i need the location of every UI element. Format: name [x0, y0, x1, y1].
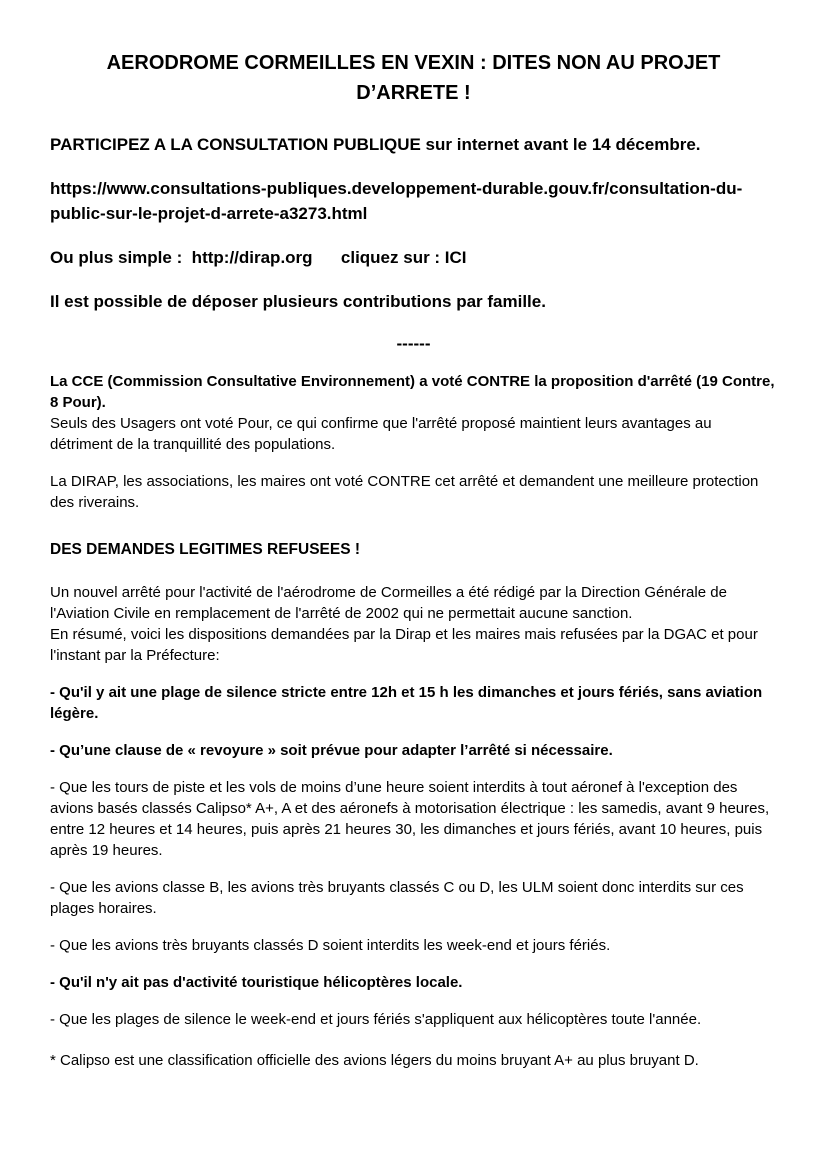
section-separator: ------ — [396, 334, 431, 353]
context-line-2: En résumé, voici les dispositions demandées par la Dirap et les maires mais refusées par la DGAC et pour l'instant par la Préfecture: — [50, 626, 758, 664]
demand-item-avions-classe-b: - Que les avions classe B, les avions très bruyants classés C ou D, les ULM soient donc interdits sur ces plages horaires. — [50, 879, 744, 917]
simple-alternative-url: Ou plus simple : http://dirap.org cliquez sur : ICI — [50, 248, 467, 267]
demand-item-silence-plage: - Qu'il y ait une plage de silence stricte entre 12h et 15 h les dimanches et jours fériés, sans aviation légère. — [50, 684, 763, 722]
cce-vote-statement: La CCE (Commission Consultative Environnement) a voté CONTRE la proposition d'arrêté (19 Contre, 8 Pour). — [50, 373, 775, 411]
context-block — [50, 582, 777, 666]
context-line-1: Un nouvel arrêté pour l'activité de l'aérodrome de Cormeilles a été rédigé par la Direction Générale de l'Aviation Civile en remplacement de l'arrêté de 2002 qui ne permettait aucune sanction. — [50, 584, 727, 622]
demand-item-tours-de-piste: - Que les tours de piste et les vols de moins d’une heure soient interdits à tout aéronef à l'exception des avions basés classés Calipso* A+, A et des aéronefs à motorisation électrique : les samedis, avant 9 heures, entre 12 heures et 14 heures, puis après 21 heures 30, les dimanches et jours fériés, avant 10 heures, puis après 19 heures. — [50, 779, 770, 859]
document-title: AERODROME CORMEILLES EN VEXIN : DITES NON AU PROJET D’ARRETE ! — [106, 52, 721, 104]
calipso-footnote: * Calipso est une classification officielle des avions légers du moins bruyant A+ au plus bruyant D. — [50, 1052, 699, 1069]
dirap-position: La DIRAP, les associations, les maires ont voté CONTRE cet arrêté et demandent une meilleure protection des riverains. — [50, 473, 759, 511]
demand-item-avions-classe-d: - Que les avions très bruyants classés D soient interdits les week-end et jours fériés. — [50, 937, 611, 954]
section-heading-demandes: DES DEMANDES LEGITIMES REFUSEES ! — [50, 541, 361, 558]
family-contributions-note: Il est possible de déposer plusieurs contributions par famille. — [50, 292, 546, 311]
demand-item-helicopteres-touristique: - Qu'il n'y ait pas d'activité touristique hélicoptères locale. — [50, 974, 463, 991]
participate-call: PARTICIPEZ A LA CONSULTATION PUBLIQUE sur internet avant le 14 décembre. — [50, 135, 701, 154]
cce-vote-block — [50, 371, 777, 455]
consultation-url: https://www.consultations-publiques.developpement-durable.gouv.fr/consultation-du-public-sur-le-projet-d-arrete-a3273.html — [50, 179, 743, 223]
demand-item-helicopteres-plages-silence: - Que les plages de silence le week-end et jours fériés s'appliquent aux hélicoptères toute l'année. — [50, 1011, 702, 1028]
demand-item-revoyure: - Qu’une clause de « revoyure » soit prévue pour adapter l’arrêté si nécessaire. — [50, 742, 613, 759]
cce-vote-detail: Seuls des Usagers ont voté Pour, ce qui confirme que l'arrêté proposé maintient leurs avantages au détriment de la tranquillité des populations. — [50, 415, 712, 453]
